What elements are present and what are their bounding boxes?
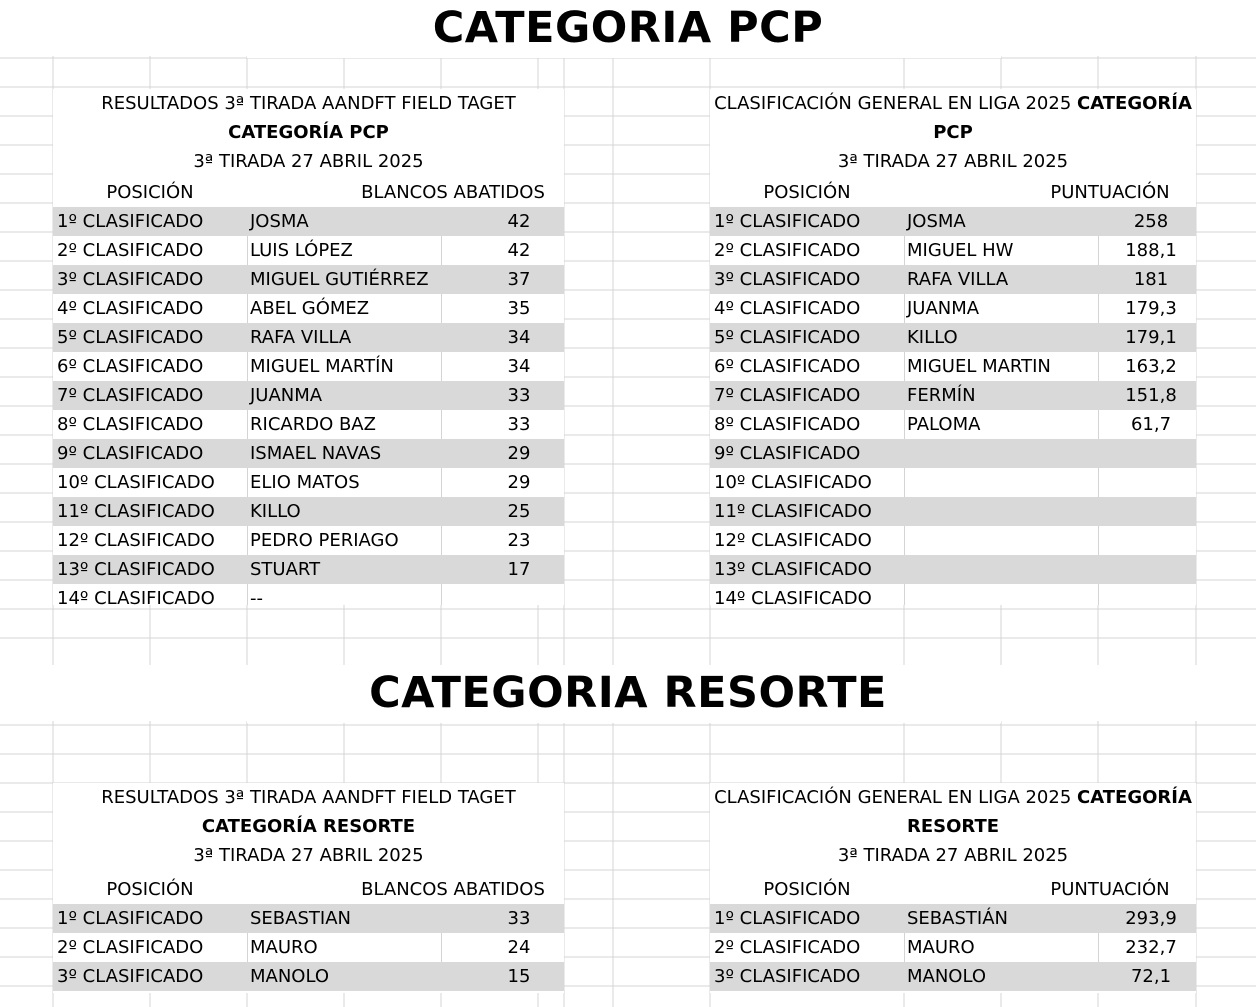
resorte-results-header-line2: CATEGORÍA RESORTE (201, 816, 416, 837)
table-row (710, 236, 1196, 265)
row-position: 3º CLASIFICADO (57, 966, 204, 987)
cell-separator (904, 497, 905, 526)
row-position: 5º CLASIFICADO (57, 327, 204, 348)
table-row (710, 468, 1196, 497)
table-row (53, 904, 564, 933)
table-row (53, 381, 564, 410)
row-name: MIGUEL MARTÍN (250, 356, 394, 377)
cell-separator (247, 236, 248, 265)
row-score: 232,7 (1125, 937, 1177, 958)
cell-separator (1098, 294, 1099, 323)
row-position: 2º CLASIFICADO (57, 937, 204, 958)
table-row (53, 497, 564, 526)
row-score: 33 (507, 908, 531, 929)
cell-separator (441, 265, 442, 294)
row-name: PEDRO PERIAGO (250, 530, 399, 551)
row-position: 8º CLASIFICADO (714, 414, 861, 435)
row-position: 10º CLASIFICADO (714, 472, 872, 493)
row-position: 14º CLASIFICADO (714, 588, 872, 605)
row-name: -- (250, 588, 263, 605)
row-score: 72,1 (1130, 966, 1172, 987)
cell-separator (247, 933, 248, 962)
table-row (710, 555, 1196, 584)
pcp-league-header-line1 (710, 89, 1196, 118)
row-position: 4º CLASIFICADO (57, 298, 204, 319)
cell-separator (1098, 265, 1099, 294)
row-name: RICARDO BAZ (250, 414, 376, 435)
pcp-league-header-normal: CLASIFICACIÓN GENERAL EN LIGA 2025 (714, 93, 1072, 114)
cell-separator (441, 555, 442, 584)
resorte-league-col-position: POSICIÓN (763, 879, 851, 900)
cell-separator (904, 236, 905, 265)
row-name: ABEL GÓMEZ (250, 298, 370, 319)
row-position: 7º CLASIFICADO (714, 385, 861, 406)
cell-separator (1098, 933, 1099, 962)
table-row (53, 410, 564, 439)
table-row (53, 352, 564, 381)
row-name: PALOMA (907, 414, 981, 435)
cell-separator (441, 236, 442, 265)
cell-separator (904, 410, 905, 439)
table-row (53, 207, 564, 236)
table-row (53, 933, 564, 962)
row-position: 1º CLASIFICADO (714, 211, 861, 232)
row-score: 23 (507, 530, 531, 551)
row-score: 61,7 (1130, 414, 1172, 435)
pcp-league-col-position: POSICIÓN (763, 182, 851, 203)
resorte-league-table (710, 783, 1196, 993)
row-score: 35 (507, 298, 531, 319)
row-name: MIGUEL HW (907, 240, 1014, 261)
table-row (710, 381, 1196, 410)
cell-separator (247, 497, 248, 526)
cell-separator (247, 584, 248, 605)
cell-separator (441, 323, 442, 352)
cell-separator (247, 294, 248, 323)
table-row (53, 962, 564, 991)
cell-separator (441, 904, 442, 933)
pcp-results-table (53, 89, 564, 605)
row-score: 293,9 (1125, 908, 1177, 929)
table-row (53, 439, 564, 468)
row-name: JOSMA (250, 211, 309, 232)
row-position: 11º CLASIFICADO (57, 501, 215, 522)
row-score: 24 (507, 937, 531, 958)
table-row (710, 294, 1196, 323)
cell-separator (247, 962, 248, 991)
row-position: 12º CLASIFICADO (714, 530, 872, 551)
cell-separator (441, 468, 442, 497)
row-score: 15 (507, 966, 531, 987)
row-score: 151,8 (1125, 385, 1177, 406)
pcp-results-col-position: POSICIÓN (106, 182, 194, 203)
resorte-league-header-line1 (710, 783, 1196, 812)
row-position: 2º CLASIFICADO (57, 240, 204, 261)
row-position: 3º CLASIFICADO (714, 269, 861, 290)
pcp-league-table (710, 89, 1196, 605)
row-position: 3º CLASIFICADO (714, 966, 861, 987)
cell-separator (904, 439, 905, 468)
row-score: 29 (507, 443, 531, 464)
table-row (53, 323, 564, 352)
cell-separator (441, 410, 442, 439)
resorte-league-header-normal: CLASIFICACIÓN GENERAL EN LIGA 2025 (714, 787, 1072, 808)
pcp-league-header-bold: CATEGORÍA (1077, 93, 1192, 114)
table-row (710, 352, 1196, 381)
cell-separator (1098, 962, 1099, 991)
cell-separator (904, 294, 905, 323)
row-position: 7º CLASIFICADO (57, 385, 204, 406)
row-position: 14º CLASIFICADO (57, 588, 215, 605)
row-score: 17 (507, 559, 531, 580)
cell-separator (1098, 526, 1099, 555)
row-score: 34 (507, 356, 531, 377)
table-row (53, 555, 564, 584)
cell-separator (247, 439, 248, 468)
cell-separator (247, 265, 248, 294)
resorte-results-rows (53, 904, 564, 991)
table-row (710, 439, 1196, 468)
resorte-league-header-line2: RESORTE (906, 816, 1000, 837)
row-name: ISMAEL NAVAS (250, 443, 382, 464)
table-row (710, 265, 1196, 294)
row-position: 6º CLASIFICADO (714, 356, 861, 377)
pcp-results-rows (53, 207, 564, 605)
row-score: 25 (507, 501, 531, 522)
table-row (53, 294, 564, 323)
row-position: 2º CLASIFICADO (714, 937, 861, 958)
table-row (710, 207, 1196, 236)
pcp-league-col-score: PUNTUACIÓN (1050, 182, 1170, 203)
row-score: 181 (1133, 269, 1169, 290)
row-name: STUART (250, 559, 321, 580)
cell-separator (247, 381, 248, 410)
table-row (710, 323, 1196, 352)
resorte-league-header-bold: CATEGORÍA (1077, 787, 1192, 808)
row-name: MANOLO (907, 966, 987, 987)
row-position: 5º CLASIFICADO (714, 327, 861, 348)
row-score: 179,1 (1125, 327, 1177, 348)
cell-separator (904, 207, 905, 236)
row-score: 34 (507, 327, 531, 348)
row-score: 42 (507, 240, 531, 261)
cell-separator (441, 294, 442, 323)
pcp-results-header-line1: RESULTADOS 3ª TIRADA AANDFT FIELD TAGET (101, 93, 516, 114)
cell-separator (904, 904, 905, 933)
table-row (710, 962, 1196, 991)
row-score: 258 (1133, 211, 1169, 232)
row-name: MAURO (907, 937, 975, 958)
resorte-category-title: CATEGORIA RESORTE (0, 665, 1256, 721)
cell-separator (441, 497, 442, 526)
cell-separator (904, 933, 905, 962)
resorte-league-col-score: PUNTUACIÓN (1050, 879, 1170, 900)
cell-separator (1098, 236, 1099, 265)
cell-separator (904, 381, 905, 410)
cell-separator (441, 584, 442, 605)
resorte-results-col-score: BLANCOS ABATIDOS (361, 879, 545, 900)
table-row (53, 236, 564, 265)
row-name: JOSMA (907, 211, 966, 232)
cell-separator (247, 555, 248, 584)
row-name: SEBASTIAN (250, 908, 351, 929)
row-position: 2º CLASIFICADO (714, 240, 861, 261)
pcp-category-title: CATEGORIA PCP (0, 0, 1256, 56)
cell-separator (441, 207, 442, 236)
row-score: 37 (507, 269, 531, 290)
row-name: ELIO MATOS (250, 472, 360, 493)
row-score: 179,3 (1125, 298, 1177, 319)
row-score: 33 (507, 414, 531, 435)
pcp-results-header-line3: 3ª TIRADA 27 ABRIL 2025 (193, 151, 424, 172)
row-position: 3º CLASIFICADO (57, 269, 204, 290)
cell-separator (247, 207, 248, 236)
table-row (53, 468, 564, 497)
row-position: 6º CLASIFICADO (57, 356, 204, 377)
row-name: MIGUEL GUTIÉRREZ (250, 269, 429, 290)
row-position: 8º CLASIFICADO (57, 414, 204, 435)
cell-separator (1098, 555, 1099, 584)
resorte-results-table (53, 783, 564, 993)
cell-separator (247, 410, 248, 439)
row-position: 11º CLASIFICADO (714, 501, 872, 522)
row-name: JUANMA (907, 298, 980, 319)
cell-separator (904, 962, 905, 991)
row-name: MANOLO (250, 966, 330, 987)
cell-separator (247, 526, 248, 555)
row-position: 9º CLASIFICADO (714, 443, 861, 464)
cell-separator (441, 962, 442, 991)
cell-separator (441, 352, 442, 381)
row-name: KILLO (250, 501, 301, 522)
row-position: 13º CLASIFICADO (714, 559, 872, 580)
cell-separator (1098, 904, 1099, 933)
row-name: FERMÍN (907, 385, 976, 406)
row-name: JUANMA (250, 385, 323, 406)
cell-separator (1098, 323, 1099, 352)
row-name: MAURO (250, 937, 318, 958)
resorte-league-rows (710, 904, 1196, 991)
row-position: 9º CLASIFICADO (57, 443, 204, 464)
row-score: 29 (507, 472, 531, 493)
cell-separator (441, 933, 442, 962)
cell-separator (1098, 207, 1099, 236)
cell-separator (904, 584, 905, 605)
table-row (710, 526, 1196, 555)
table-row (53, 265, 564, 294)
cell-separator (441, 526, 442, 555)
cell-separator (247, 352, 248, 381)
cell-separator (904, 265, 905, 294)
row-name: SEBASTIÁN (907, 908, 1008, 929)
table-row (710, 584, 1196, 605)
table-row (710, 904, 1196, 933)
table-row (710, 497, 1196, 526)
resorte-league-header-line3: 3ª TIRADA 27 ABRIL 2025 (837, 845, 1069, 866)
table-row (53, 584, 564, 605)
cell-separator (904, 352, 905, 381)
row-position: 13º CLASIFICADO (57, 559, 215, 580)
row-name: RAFA VILLA (907, 269, 1009, 290)
row-position: 1º CLASIFICADO (57, 211, 204, 232)
row-name: LUIS LÓPEZ (250, 240, 353, 261)
row-position: 1º CLASIFICADO (714, 908, 861, 929)
resorte-results-col-position: POSICIÓN (106, 879, 194, 900)
row-score: 42 (507, 211, 531, 232)
cell-separator (904, 468, 905, 497)
row-name: MIGUEL MARTIN (907, 356, 1051, 377)
resorte-results-header-line3: 3ª TIRADA 27 ABRIL 2025 (193, 845, 424, 866)
row-position: 12º CLASIFICADO (57, 530, 215, 551)
cell-separator (904, 323, 905, 352)
table-row (53, 526, 564, 555)
cell-separator (1098, 381, 1099, 410)
table-row (710, 933, 1196, 962)
cell-separator (1098, 497, 1099, 526)
pcp-results-col-score: BLANCOS ABATIDOS (361, 182, 545, 203)
cell-separator (441, 439, 442, 468)
pcp-league-header-line3: 3ª TIRADA 27 ABRIL 2025 (837, 151, 1069, 172)
resorte-results-header-line1: RESULTADOS 3ª TIRADA AANDFT FIELD TAGET (101, 787, 516, 808)
cell-separator (247, 323, 248, 352)
cell-separator (904, 526, 905, 555)
row-name: RAFA VILLA (250, 327, 352, 348)
row-position: 4º CLASIFICADO (714, 298, 861, 319)
row-name: KILLO (907, 327, 958, 348)
row-position: 1º CLASIFICADO (57, 908, 204, 929)
row-score: 163,2 (1125, 356, 1177, 377)
cell-separator (904, 555, 905, 584)
row-score: 188,1 (1125, 240, 1177, 261)
pcp-results-header-line2: CATEGORÍA PCP (228, 122, 389, 143)
cell-separator (247, 468, 248, 497)
pcp-league-header-line2: PCP (933, 122, 973, 143)
row-score: 33 (507, 385, 531, 406)
row-position: 10º CLASIFICADO (57, 472, 215, 493)
cell-separator (441, 381, 442, 410)
table-row (710, 410, 1196, 439)
cell-separator (1098, 584, 1099, 605)
cell-separator (1098, 468, 1099, 497)
cell-separator (1098, 352, 1099, 381)
cell-separator (1098, 439, 1099, 468)
cell-separator (1098, 410, 1099, 439)
pcp-league-rows (710, 207, 1196, 605)
cell-separator (247, 904, 248, 933)
